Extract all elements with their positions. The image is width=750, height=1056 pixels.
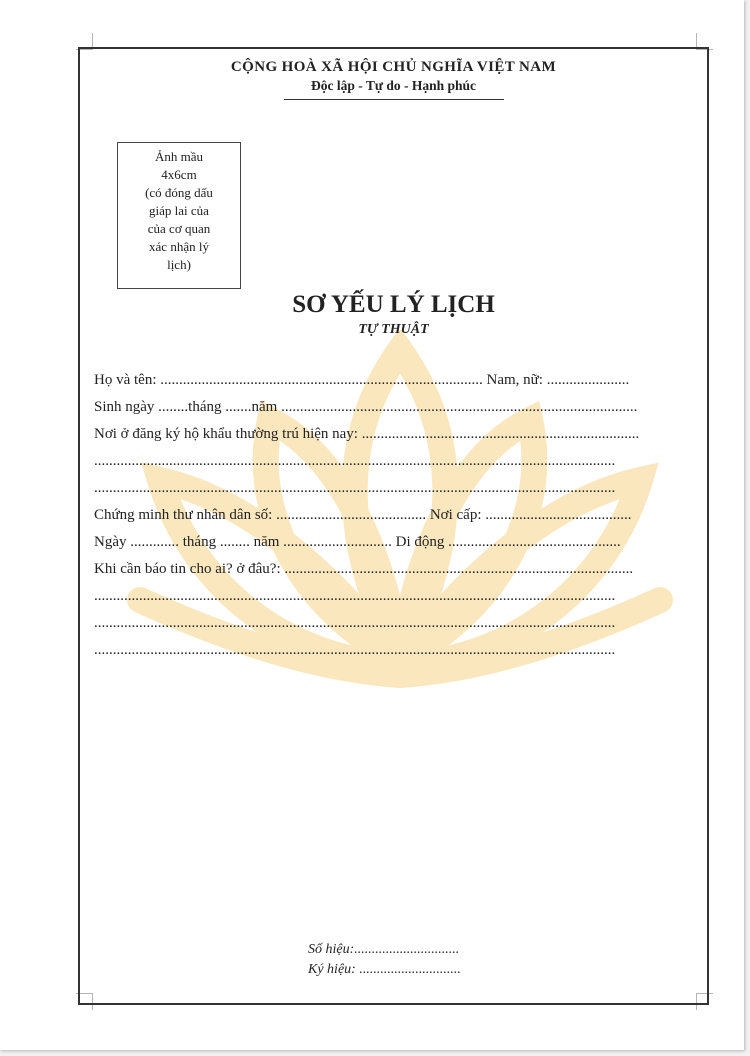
photo-box-text: giáp lai của [149,203,209,218]
motto-underline [284,99,504,100]
photo-box-text: của cơ quan [147,221,211,236]
code-field[interactable]: Ký hiệu: ............................. [308,962,461,977]
document-subtitle: TỰ THUẬT [358,322,429,337]
full-name-gender-field[interactable]: Họ và tên: ...................................................................................... Nam, nữ: ...................... [94,372,630,388]
motto-header: Độc lập - Tự do - Hạnh phúc [310,78,477,93]
birth-date-field[interactable]: Sinh ngày ........tháng .......năm ............................................................................................... [94,399,638,415]
nation-header: CỘNG HOÀ XÃ HỘI CHỦ NGHĨA VIỆT NAM [230,59,557,75]
emergency-contact-field[interactable]: Khi cần báo tin cho ai? ở đâu?: ............................................................................................. [94,561,634,577]
contact-continuation-line[interactable]: ........................................................................................................................................... [94,588,616,604]
contact-continuation-line[interactable]: ........................................................................................................................................... [94,642,616,658]
id-card-field[interactable]: Chứng minh thư nhân dân số: ........................................ Nơi cấp: ....................................... [94,507,632,523]
contact-continuation-line[interactable]: ........................................................................................................................................... [94,615,616,631]
issue-date-phone-field[interactable]: Ngày ............. tháng ........ năm ............................. Di động .............................................. [94,534,621,550]
address-continuation-line[interactable]: ........................................................................................................................................... [94,453,616,469]
photo-box-text: lịch) [167,257,191,272]
serial-number-field[interactable]: Số hiệu:.............................. [308,942,460,957]
photo-box-text: 4x6cm [161,167,197,182]
photo-box-text: Ảnh mầu [154,149,204,164]
address-continuation-line[interactable]: ........................................................................................................................................... [94,480,616,496]
permanent-address-field[interactable]: Nơi ở đăng ký hộ khẩu thường trú hiện nay: .......................................................................... [94,426,640,442]
photo-placeholder-box [117,142,241,289]
document-title: SƠ YẾU LÝ LỊCH [292,291,495,318]
photo-box-text: xác nhận lý [149,239,209,254]
photo-box-text: (có đóng dấu [145,185,213,200]
